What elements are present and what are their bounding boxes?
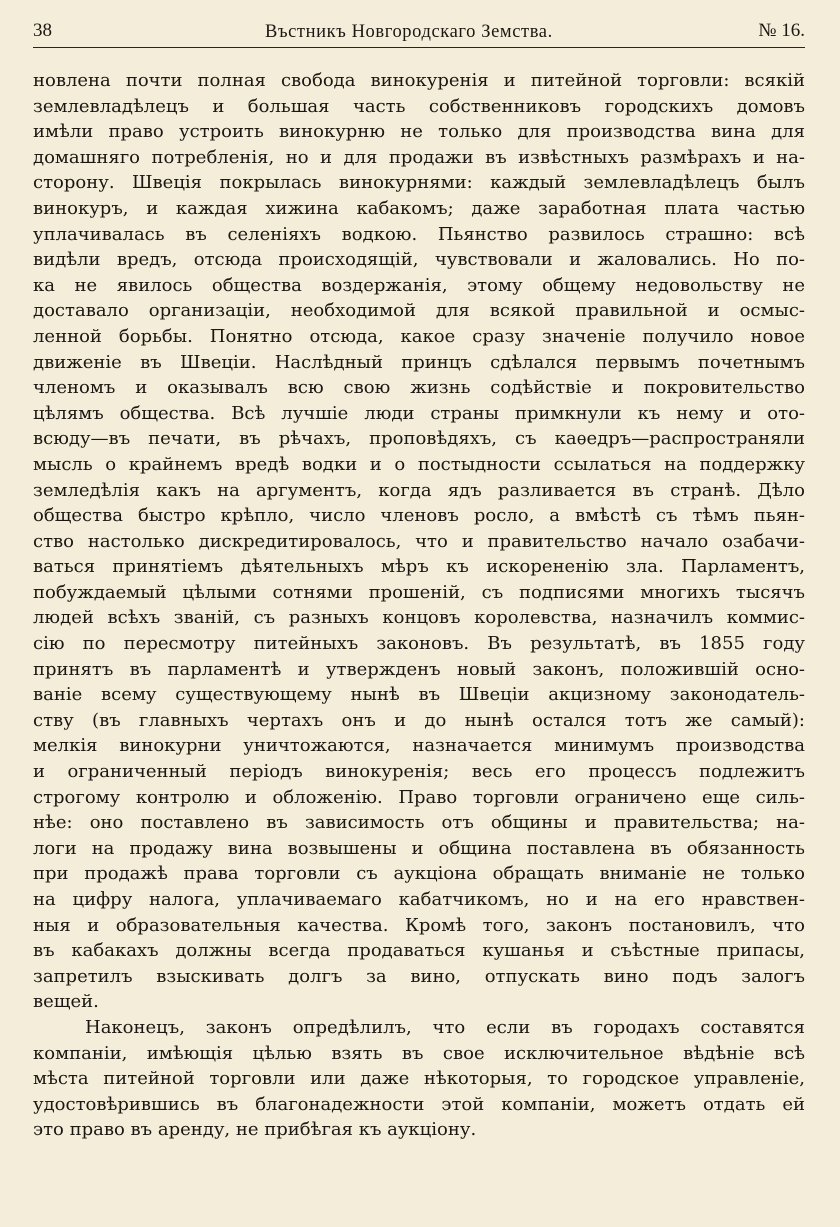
text-line: людей всѣхъ званій, съ разныхъ концовъ королевства, назначилъ коммис- bbox=[33, 607, 805, 629]
text-line: принятъ въ парламентѣ и утвержденъ новый законъ, положившій осно- bbox=[33, 658, 805, 680]
text-line: сію по пересмотру питейныхъ законовъ. Въ результатѣ, въ 1855 году bbox=[33, 633, 805, 655]
issue-number: № 16. bbox=[758, 20, 805, 41]
text-line: уплачивалась въ селеніяхъ водкою. Пьянство развилось страшно: всѣ bbox=[33, 223, 805, 245]
text-line: на цифру налога, уплачиваемаго кабатчикомъ, но и на его нравствен- bbox=[33, 889, 805, 910]
text-line: нѣе: оно поставлено въ зависимость отъ общины и правительства; на- bbox=[33, 812, 805, 834]
page-number: 38 bbox=[33, 20, 52, 41]
text-line: мѣста питейной торговли или даже нѣкоторыя, то городское управленіе, bbox=[33, 1068, 805, 1090]
text-line: видѣли вредъ, отсюда происходящій, чувствовали и жаловались. Но по- bbox=[33, 249, 805, 271]
body-text bbox=[33, 68, 805, 1143]
text-line: побуждаемый цѣлыми сотнями прошеній, съ подписями многихъ тысячъ bbox=[33, 581, 805, 603]
text-line: ленной борьбы. Понятно отсюда, какое сразу значеніе получило новое bbox=[33, 325, 805, 347]
header-rule bbox=[33, 47, 805, 48]
text-line: всюду—въ печати, въ рѣчахъ, проповѣдяхъ, съ каѳедръ—распространяли bbox=[33, 428, 805, 450]
text-line: компаніи, имѣющія цѣлью взять въ свое исключительное вѣдѣніе всѣ bbox=[33, 1042, 805, 1064]
text-line: сторону. Швеція покрылась винокурнями: каждый землевладѣлецъ былъ bbox=[33, 172, 805, 194]
text-line: домашняго потребленія, но и для продажи въ извѣстныхъ размѣрахъ и на- bbox=[33, 146, 805, 168]
journal-title: Въстникъ Новгородскаго Земства. bbox=[265, 22, 553, 42]
text-line: удостовѣрившись въ благонадежности этой компаніи, можетъ отдать ей bbox=[33, 1093, 805, 1115]
text-line: ныя и образовательныя качества. Кромѣ того, законъ постановилъ, что bbox=[33, 914, 805, 936]
text-line: мысль о крайнемъ вредѣ водки и о постыдности ссылаться на поддержку bbox=[33, 453, 805, 475]
text-line: ваться принятіемъ дѣятельныхъ мѣръ къ искорененію зла. Парламентъ, bbox=[33, 556, 805, 578]
text-line: логи на продажу вина возвышены и община поставлена въ обязанность bbox=[33, 837, 805, 859]
text-line: вещей. bbox=[33, 991, 99, 1013]
text-line: земледѣлія какъ на аргументъ, когда ядъ разливается въ странѣ. Дѣло bbox=[33, 479, 805, 501]
text-line: въ кабакахъ должны всегда продаваться кушанья и съѣстные припасы, bbox=[33, 940, 805, 962]
running-header bbox=[33, 18, 805, 48]
text-line: это право въ аренду, не прибѣгая къ аукціону. bbox=[33, 1119, 477, 1141]
text-line: ство настолько дискредитировалось, что и правительство начало озабачи- bbox=[33, 530, 805, 552]
text-line: доставало организаціи, необходимой для всякой правильной и осмыс- bbox=[33, 300, 805, 322]
text-line: запретилъ взыскивать долгъ за вино, отпускать вино подъ залогъ bbox=[33, 965, 805, 987]
text-line: землевладѣлецъ и большая часть собственниковъ городскихъ домовъ bbox=[33, 95, 805, 117]
text-line: при продажѣ права торговли съ аукціона обращать вниманіе не только bbox=[33, 863, 805, 885]
text-line: общества быстро крѣпло, число членовъ росло, а вмѣстѣ съ тѣмъ пьян- bbox=[33, 505, 805, 527]
text-line: имѣли право устроить винокурню не только для производства вина для bbox=[33, 121, 805, 143]
text-line: ка не явилось общества воздержанія, этому общему недовольству не bbox=[33, 274, 805, 296]
text-line: мелкія винокурни уничтожаются, назначается минимумъ производства bbox=[33, 735, 805, 757]
text-line: членомъ и оказывалъ всю свою жизнь содѣйствіе и покровительство bbox=[33, 377, 805, 399]
text-line: ству (въ главныхъ чертахъ онъ и до нынѣ остался тотъ же самый): bbox=[33, 709, 805, 731]
text-line: и ограниченный періодъ винокуренія; весь его процессъ подлежитъ bbox=[33, 761, 805, 783]
text-line: движеніе въ Швеціи. Наслѣдный принцъ сдѣлался первымъ почетнымъ bbox=[33, 351, 805, 373]
text-line: цѣлямъ общества. Всѣ лучшіе люди страны примкнули къ нему и ото- bbox=[33, 402, 805, 424]
text-line: Наконецъ, законъ опредѣлилъ, что если въ городахъ составятся bbox=[85, 1016, 805, 1038]
text-line: строгому контролю и обложенію. Право торговли ограничено еще силь- bbox=[33, 786, 805, 808]
text-line: ваніе всему существующему нынѣ въ Швеціи акцизному законодатель- bbox=[33, 684, 805, 706]
text-line: новлена почти полная свобода винокуренія и питейной торговли: всякій bbox=[33, 70, 805, 91]
text-line: винокуръ, и каждая хижина кабакомъ; даже заработная плата частью bbox=[33, 197, 805, 219]
